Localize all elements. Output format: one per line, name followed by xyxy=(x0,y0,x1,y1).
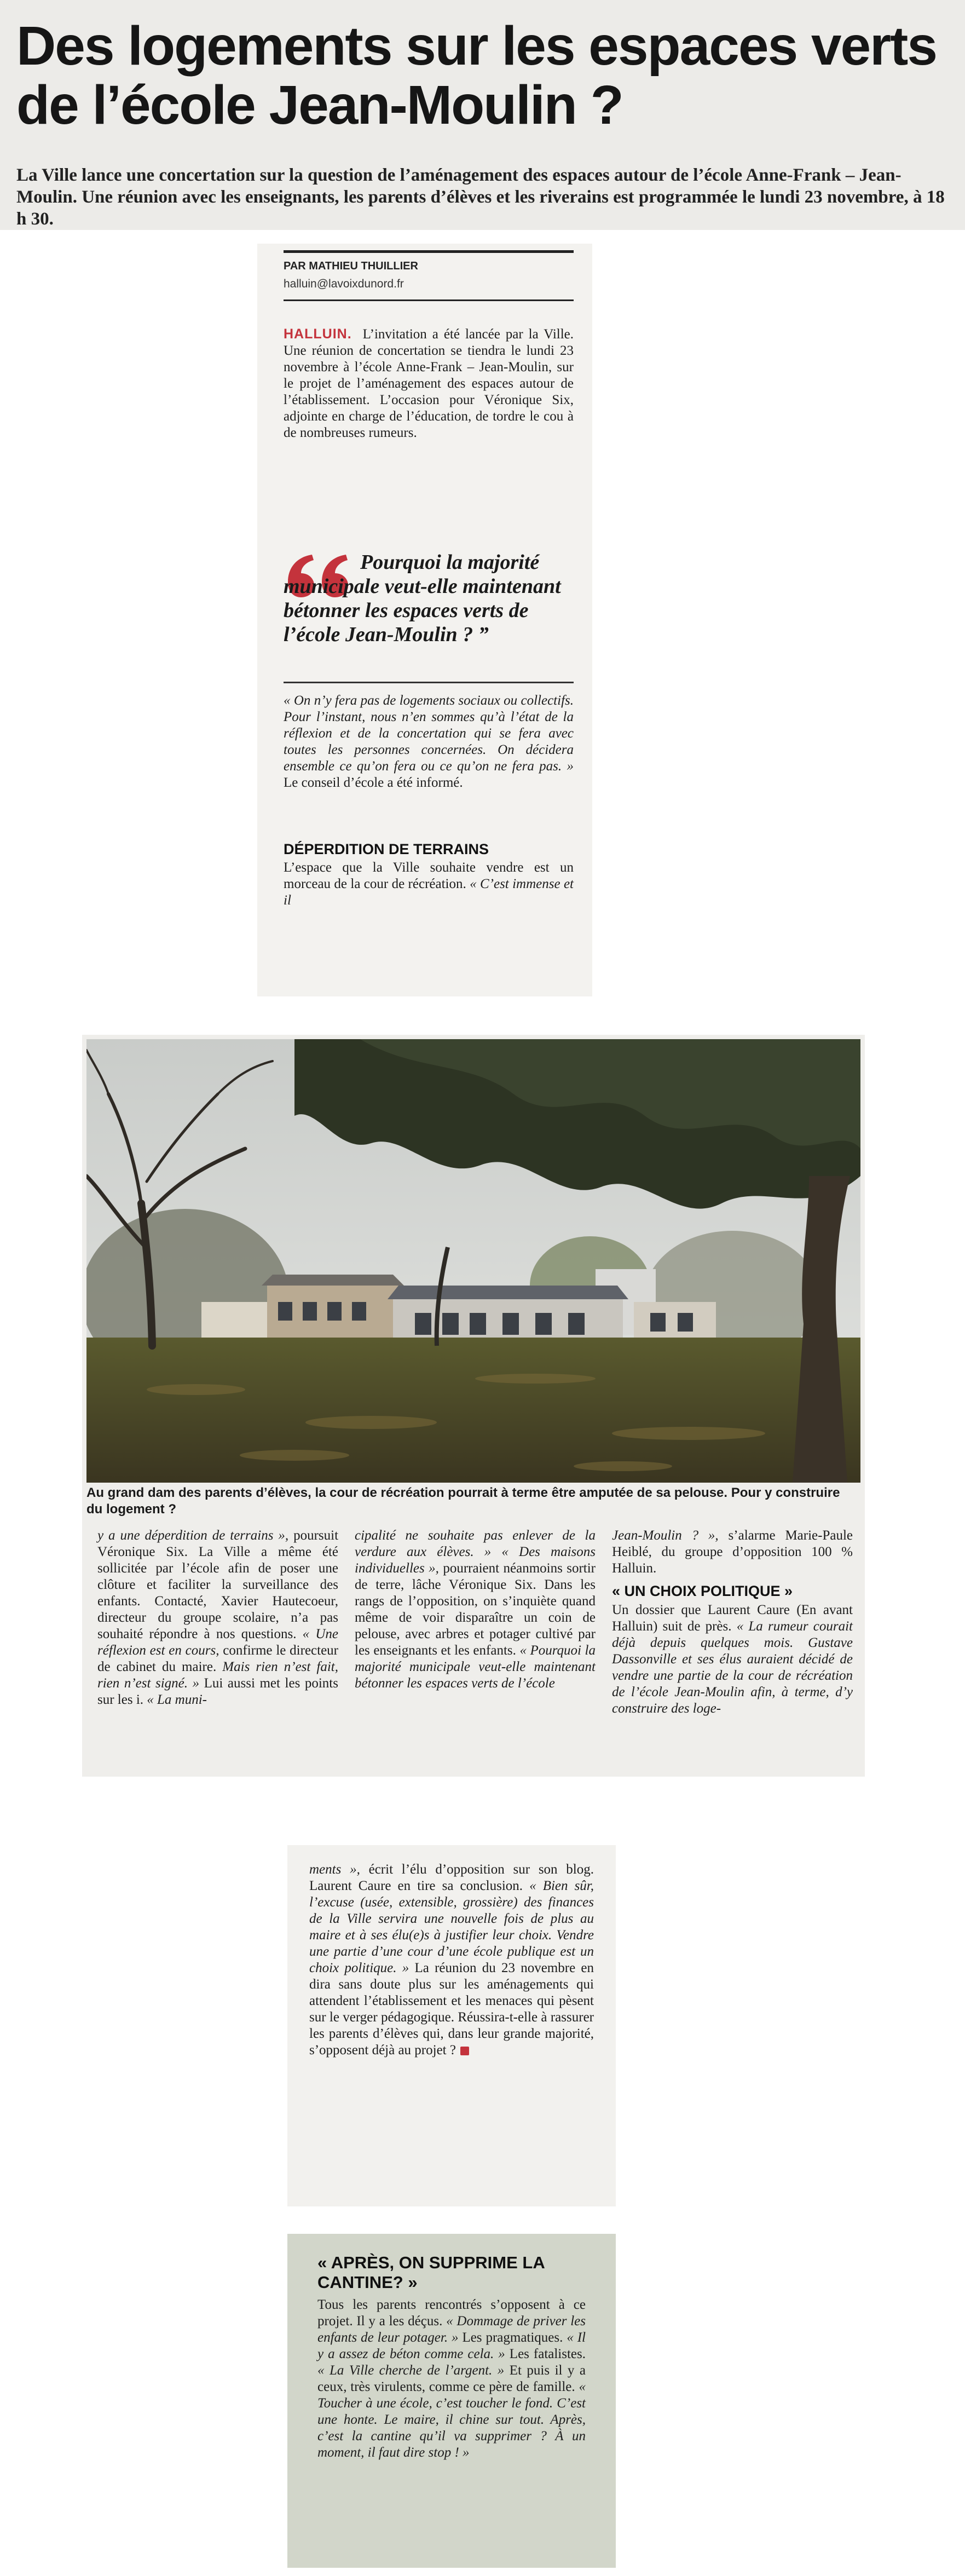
photo-column-1 xyxy=(97,1528,338,1708)
end-plain-2: La réunion du 23 novembre en dira sans doute plus sur les aménagements qui attendent l’établissement et les menaces qui pèsent sur le verger pédagogique. Réussira-t-elle à rassurer les parents d’élèves qui, dans leur grande majorité, s’opposent déjà au projet ? xyxy=(309,1961,594,2058)
pcol3-para-2 xyxy=(612,1602,853,1717)
pcol1-plain-3: Lui aussi met les points sur les i. xyxy=(97,1676,338,1707)
pcol2-plain-1: pourraient néanmoins sortir de terre, lâche Véronique Six. Dans les rangs de l’opposition, on s’inquiète quand même de voir disparaître un coin de pelouse, avec arbres et potager cultivé par les enseignants et les enfants. xyxy=(355,1561,596,1658)
pcol1-italic-2: « Une réflexion est en cours, xyxy=(97,1627,338,1658)
quote-italic: « On n’y fera pas de logements sociaux ou collectifs. Pour l’instant, nous n’en sommes qu’à l’état de la réflexion et de la concertation qui se fera avec toutes les personnes concernées. On décidera ensemble ce qu’on fera ou ce qu’on ne fera pas. » xyxy=(284,693,574,774)
author-email: halluin@lavoixdunord.fr xyxy=(284,278,404,290)
sidebar-title: « APRÈS, ON SUPPRIME LA CANTINE? » xyxy=(317,2253,545,2292)
pcol1-plain-2: confirme le directeur de cabinet du maire. xyxy=(97,1643,339,1674)
sidebar-text xyxy=(317,2297,586,2461)
subhead-deperdition: DÉPERDITION DE TERRAINS xyxy=(284,841,489,857)
school-photo xyxy=(86,1039,860,1483)
pcol3-italic-2: « La rumeur courait déjà depuis quelques mois. Gustave Dassonville et ses élus auraient décidé de vendre une partie de la cour de récréation de l’école Jean-Moulin afin, à terme, d’y construire des loge- xyxy=(612,1619,853,1716)
pcol2-italic-2: « Pourquoi la majorité municipale veut-elle maintenant bétonner les espaces verts de l’école xyxy=(355,1643,596,1691)
headline: Des logements sur les espaces verts de l’école Jean-Moulin ? xyxy=(16,15,937,136)
column-1-tail xyxy=(284,860,574,909)
dateline: HALLUIN. xyxy=(284,326,352,342)
standfirst: La Ville lance une concertation sur la question de l’aménagement des espaces autour de l’école Anne-Frank – Jean-Moulin. Une réunion avec les enseignants, les parents d’élèves et les riverains est programmée le lundi 23 novembre, à 18 h 30. xyxy=(16,165,945,229)
pcol1-italic-4: « La muni- xyxy=(147,1692,207,1707)
sidebar-box xyxy=(287,2234,616,2568)
pcol1-italic-3: Mais rien n’est fait, rien n’est signé. » xyxy=(97,1659,339,1691)
pull-quote-rule xyxy=(284,682,574,683)
sidebar-plain-2: Les pragmatiques. xyxy=(462,2330,563,2345)
pull-quote-text: Pourquoi la majorité municipale veut-elle maintenant bétonner les espaces verts de l’école Jean-Moulin ? ” xyxy=(284,551,561,646)
photo-column-3 xyxy=(612,1528,853,1717)
photo-block xyxy=(82,1035,865,1777)
sidebar-italic-1: « Dommage de priver les enfants de leur potager. » xyxy=(317,2314,586,2345)
end-paragraph xyxy=(309,1862,594,2059)
sidebar-italic-3: « La Ville cherche de l’argent. » xyxy=(317,2363,505,2378)
end-italic-1: ments », xyxy=(309,1862,360,1877)
tail-plain: L’espace que la Ville souhaite vendre est un morceau de la cour de récréation. xyxy=(284,860,574,891)
pcol3-plain-2: Un dossier que Laurent Caure (En avant Halluin) suit de près. xyxy=(612,1603,853,1634)
quote-paragraph xyxy=(284,693,574,791)
subhead-choix-politique: « UN CHOIX POLITIQUE » xyxy=(612,1583,793,1599)
pcol3-plain-1: s’alarme Marie-Paule Heiblé, du groupe d’opposition 100 % Halluin. xyxy=(612,1528,853,1576)
tail-italic: « C’est immense et il xyxy=(284,877,574,908)
byline-bottom-rule xyxy=(284,299,574,301)
end-of-article-mark xyxy=(460,2047,469,2055)
byline: PAR MATHIEU THUILLIER xyxy=(284,260,418,272)
article-column-end xyxy=(287,1845,616,2206)
intro-paragraph xyxy=(284,326,574,441)
photo-caption: Au grand dam des parents d’élèves, la cour de récréation pourrait à terme être amputée de sa pelouse. Pour y construire du logement ? xyxy=(86,1485,840,1517)
pcol3-para-1 xyxy=(612,1528,853,1577)
quote-plain: Le conseil d’école a été informé. xyxy=(284,775,463,790)
photo-column-2 xyxy=(355,1528,596,1692)
article-header xyxy=(0,0,965,230)
sidebar-plain-3: Les fatalistes. xyxy=(509,2347,586,2361)
sidebar-italic-2: « Il y a assez de béton comme cela. » xyxy=(317,2330,586,2361)
sidebar-italic-4: « Toucher à une école, c’est toucher le fond. C’est une honte. Le maire, il chine sur tout. Après, c’est la cantine qu’il va supprimer ? À un moment, il faut dire stop ! » xyxy=(317,2379,586,2460)
pcol1-plain-1: poursuit Véronique Six. La Ville a même été sollicitée par l’école afin de poser une clôture et faciliter la surveillance des enfants. Contacté, Xavier Hautecoeur, directeur du groupe scolaire, n’a pas souhaité répondre à nos questions. xyxy=(97,1528,339,1641)
pcol3-italic-1: Jean-Moulin ? », xyxy=(612,1528,719,1543)
end-plain-1: écrit l’élu d’opposition sur son blog. Laurent Caure en tire sa conclusion. xyxy=(309,1862,594,1893)
byline-top-rule xyxy=(284,250,574,253)
pcol2-italic-1: cipalité ne souhaite pas enlever de la verdure aux élèves. » « Des maisons individuelles », xyxy=(355,1528,596,1576)
pcol1-italic-1: y a une déperdition de terrains », xyxy=(97,1528,289,1543)
sidebar-plain-4: Et puis il y a ceux, très virulents, comme ce père de famille. xyxy=(317,2363,586,2394)
intro-text: L’invitation a été lancée par la Ville. Une réunion de concertation se tiendra le lundi 23 novembre à l’école Anne-Frank – Jean-Moulin, sur le projet de l’aménagement des espaces autour de l’établissement. L’occasion pour Véronique Six, adjointe en charge de l’éducation, de tordre le cou à de nombreuses rumeurs. xyxy=(284,327,574,440)
end-italic-2: « Bien sûr, l’excuse (usée, extensible, grossière) des finances de la Ville servira une nouvelle fois de plus au maire et à ses élu(e)s à justifier leur choix. Vendre une partie d’une cour d’une école publique est un choix politique. » xyxy=(309,1878,594,1975)
pull-quote xyxy=(284,550,574,647)
article-column-1 xyxy=(257,244,592,996)
sidebar-plain-1: Tous les parents rencontrés s’opposent à ce projet. Il y a les déçus. xyxy=(317,2297,586,2329)
